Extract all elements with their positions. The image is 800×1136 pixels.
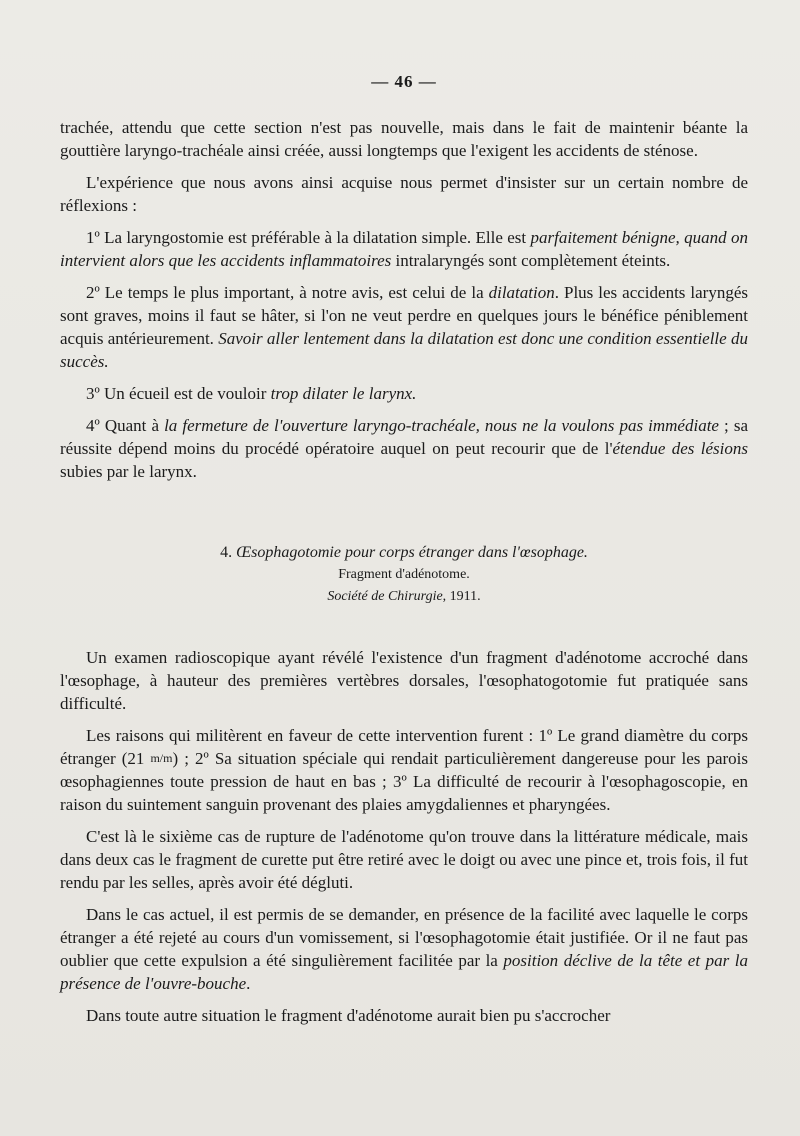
italic-span: position déclive de la tête et par la présence de l'ouvre-bouche [60,951,748,993]
paragraph-point-2 [60,281,748,373]
paragraph-point-1 [60,226,748,272]
paragraph-point-3 [60,382,748,405]
paragraph-sixieme-cas: C'est là le sixième cas de rupture de l'adénotome qu'on trouve dans la littérature médicale, mais dans deux cas le fragment de curette put être retiré avec le doigt ou avec une pince et, trois fois, il fut rendu par les selles, après avoir été dégluti. [60,827,748,892]
text-span: subies par le larynx. [60,462,197,481]
section-reference [60,586,748,608]
text-span: . [246,974,251,993]
text-span: 3º Un écueil est de vouloir [86,384,271,403]
text-span: 2º Le temps le plus important, à notre avis, est celui de la [86,283,489,302]
text-span: ) ; 2º Sa situation spéciale qui rendait particulièrement dangereuse pour les parois œsophagiennes toute pression de haut en bas ; 3º La difficulté de recourir à l'œsophagoscopie, en raison du suintement sanguin provenant des plaies amygdaliennes et pharyngées. [60,749,749,814]
italic-span: la fermeture de l'ouverture laryngo-trachéale, nous ne la voulons pas immédiate [164,416,719,435]
page-number: — 46 — [371,72,437,91]
text-span: Les raisons qui militèrent en faveur de cette intervention furent : 1º Le grand diamètre du corps étranger (21 [60,726,748,768]
italic-span: Savoir aller lentement dans la dilatation est donc une condition essentielle du succès. [60,329,748,371]
paragraph-autre-situation: Dans toute autre situation le fragment d'adénotome aurait bien pu s'accrocher [86,1006,611,1025]
section-spacer [60,492,748,542]
section-subtitle: Fragment d'adénotome. [338,567,470,582]
section-title: Œsophagotomie pour corps étranger dans l'œsophage. [236,544,588,561]
paragraph-point-4 [60,414,748,483]
reference-year: , 1911. [442,589,481,604]
text-span: . Plus les accidents laryngés sont graves, moins il faut se hâter, si l'on ne veut perdre en quelques jours le bénéfice péniblement acquis antérieurement. [60,283,748,348]
society-name: Société de Chirurgie [327,589,443,604]
italic-span: parfaitement bénigne, quand on intervient alors que les accidents inflammatoires [60,228,748,270]
text-span: ; sa réussite dépend moins du procédé opératoire auquel on peut recourir que de l' [60,416,748,458]
text-span: intralaryngés sont complètement éteints. [391,251,671,270]
italic-span: étendue des lésions [612,439,749,458]
section-number: 4. [220,544,237,561]
paragraph-raisons [60,724,748,816]
unit-fraction: m/m [150,751,173,765]
text-span: 4º Quant à [86,416,165,435]
text-span: 1º La laryngostomie est préférable à la dilatation simple. Elle est [86,228,531,247]
italic-span: dilatation [488,283,555,302]
paragraph-examen: Un examen radioscopique ayant révélé l'existence d'un fragment d'adénotome accroché dans l'œsophage, à hauteur des premières vertèbres dorsales, l'œsophatogotomie fut pratiquée sans difficulté. [60,648,748,713]
section-heading [60,542,748,564]
paragraph-continuation: trachée, attendu que cette section n'est pas nouvelle, mais dans le fait de maintenir béante la gouttière laryngo-trachéale ainsi créée, aussi longtemps que l'exigent les accidents de sténose. [60,118,748,160]
italic-span: trop dilater le larynx. [270,384,417,403]
text-span: Dans le cas actuel, il est permis de se demander, en présence de la facilité avec laquelle le corps étranger a été rejeté au cours d'un vomissement, si l'œsophagotomie était justifiée. Or il ne faut pas oublier que cette expulsion a été singulièrement facilitée par la [60,905,748,970]
paragraph-reflexions-intro: L'expérience que nous avons ainsi acquise nous permet d'insister sur un certain nombre de réflexions : [60,173,748,215]
paragraph-cas-actuel [60,903,748,995]
